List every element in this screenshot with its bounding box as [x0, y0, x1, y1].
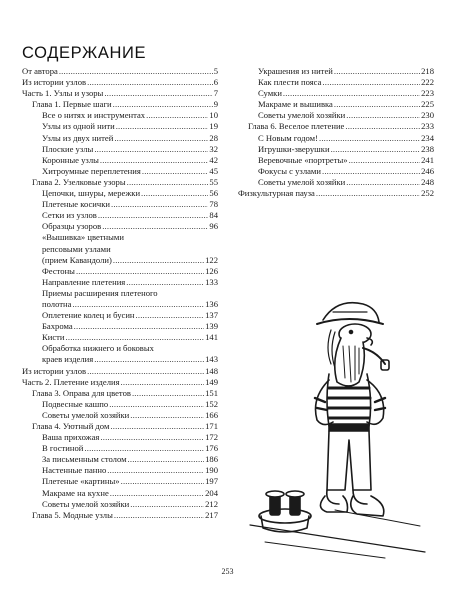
toc-entry-page: 186: [205, 454, 218, 465]
toc-entry-title: Направление плетения: [42, 276, 126, 287]
toc-entry: [22, 488, 218, 499]
toc-entry-page: 204: [205, 487, 218, 498]
toc-entry: [238, 88, 434, 99]
toc-entry-title: Кисти: [42, 332, 65, 343]
toc-entry: [22, 66, 218, 77]
toc-entry-title: Ваша прихожая: [42, 432, 100, 443]
toc-entry-page: 133: [205, 276, 218, 287]
toc-entry-page: 32: [209, 143, 218, 154]
toc-leader-dots: [346, 110, 420, 121]
toc-leader-dots: [87, 366, 204, 377]
toc-entry: [22, 476, 218, 487]
toc-entry-page: 230: [421, 110, 434, 121]
toc-entry-title: За письменным столом: [42, 454, 127, 465]
toc-entry-page: 28: [209, 132, 218, 143]
toc-entry: [238, 155, 434, 166]
toc-entry-title: Бахрома: [42, 321, 73, 332]
toc-entry: [22, 399, 218, 410]
toc-entry: [238, 77, 434, 88]
toc-entry-page: 246: [421, 165, 434, 176]
toc-leader-dots: [334, 66, 420, 77]
toc-leader-dots: [322, 77, 420, 88]
toc-entry: [22, 465, 218, 476]
toc-entry-title: В гостиной: [42, 443, 84, 454]
toc-entry: [22, 255, 218, 266]
toc-entry-page: 172: [205, 432, 218, 443]
toc-entry-page: 143: [205, 354, 218, 365]
toc-entry-page: 42: [209, 154, 218, 165]
toc-entry: [22, 366, 218, 377]
toc-entry-title: Цепочки, шнуры, мережки: [42, 188, 141, 199]
toc-entry-title: Физкультурная пауза: [238, 188, 315, 199]
toc-entry-title: Глава 6. Веселое плетение: [248, 121, 345, 132]
toc-entry-continued: Обработка нижнего и боковых: [42, 343, 154, 354]
toc-entry-title: Глава 2. Узелковые узоры: [32, 176, 126, 187]
toc-entry: [238, 144, 434, 155]
toc-entry-page: 137: [205, 310, 218, 321]
toc-entry-continued: «Вышивка» цветными: [42, 232, 124, 243]
toc-entry-title: Глава 1. Первые шаги: [32, 99, 112, 110]
toc-entry: [22, 144, 218, 155]
toc-entry-title: Узлы из двух нитей: [42, 132, 114, 143]
toc-leader-dots: [66, 332, 205, 343]
toc-leader-dots: [114, 510, 204, 521]
toc-entry-page: 5: [213, 66, 218, 76]
toc-entry: [238, 66, 434, 77]
page-title: СОДЕРЖАНИЕ: [22, 44, 147, 62]
toc-entry: [22, 277, 218, 288]
toc-leader-dots: [141, 188, 208, 199]
toc-entry-title: Глава 5. Модные узлы: [32, 509, 113, 520]
toc-entry-title: Глава 4. Уютный дом: [32, 421, 110, 431]
toc-entry-page: 56: [209, 188, 218, 199]
toc-leader-dots: [114, 133, 208, 144]
toc-left-column: [22, 66, 218, 521]
toc-entry: [22, 177, 218, 188]
toc-entry: [22, 266, 218, 277]
toc-entry: [22, 432, 218, 443]
toc-leader-dots: [322, 166, 420, 177]
toc-leader-dots: [130, 499, 204, 510]
toc-entry-page: 241: [421, 154, 434, 165]
toc-leader-dots: [94, 354, 204, 365]
sailor-illustration: [245, 290, 430, 560]
toc-leader-dots: [113, 255, 204, 266]
toc-entry-page: 151: [205, 387, 218, 398]
toc-entry-page: 252: [421, 188, 434, 199]
toc-entry-page: 45: [209, 165, 218, 176]
toc-entry-title: Глава 3. Оправа для цветов: [32, 387, 131, 398]
toc-entry-page: 148: [205, 365, 218, 376]
toc-leader-dots: [100, 155, 209, 166]
toc-entry: [22, 388, 218, 399]
toc-leader-dots: [111, 199, 208, 210]
toc-leader-dots: [349, 155, 421, 166]
toc-leader-dots: [127, 177, 209, 188]
toc-entry-page: 218: [421, 66, 434, 76]
toc-entry-page: 176: [205, 443, 218, 454]
toc-entry: [22, 332, 218, 343]
toc-leader-dots: [98, 210, 209, 221]
toc-entry-page: 9: [213, 99, 218, 110]
toc-entry: [22, 199, 218, 210]
toc-entry-page: 126: [205, 265, 218, 276]
toc-entry-page: 84: [209, 210, 218, 221]
toc-entry: [22, 77, 218, 88]
toc-entry-title: Веревочные «портреты»: [258, 154, 348, 165]
toc-entry-title: Игрушки-зверушки: [258, 143, 330, 154]
toc-entry: [22, 410, 218, 421]
toc-entry-title: Советы умелой хозяйки: [258, 110, 346, 121]
toc-entry-title: Все о нитях и инструментах: [42, 110, 146, 121]
toc-leader-dots: [94, 144, 208, 155]
toc-entry-title: Украшения из нитей: [258, 66, 333, 76]
toc-entry: [22, 121, 218, 132]
toc-leader-dots: [76, 266, 204, 277]
toc-entry: [22, 377, 218, 388]
toc-entry-title: Советы умелой хозяйки: [42, 409, 130, 420]
toc-entry-title: (прием Кавандоли): [42, 254, 112, 265]
toc-leader-dots: [113, 99, 213, 110]
toc-entry-title: Сетки из узлов: [42, 210, 97, 221]
toc-entry: [22, 133, 218, 144]
toc-entry-page: 7: [213, 88, 218, 99]
toc-entry-page: 10: [209, 110, 218, 121]
toc-entry-title: Плетеные «картины»: [42, 476, 120, 487]
toc-leader-dots: [109, 399, 204, 410]
toc-entry-title: Советы умелой хозяйки: [42, 498, 130, 509]
toc-entry-title: Коронные узлы: [42, 154, 99, 165]
toc-leader-dots: [283, 88, 420, 99]
toc-leader-dots: [110, 421, 204, 432]
toc-entry-continued: репсовыми узлами: [42, 243, 111, 254]
toc-leader-dots: [72, 299, 204, 310]
toc-entry-title: Из истории узлов: [22, 365, 87, 376]
toc-entry-title: Узлы из одной нити: [42, 121, 115, 132]
toc-leader-dots: [87, 77, 213, 88]
toc-entry-title: Плоские узлы: [42, 143, 94, 154]
toc-entry-continued: Приемы расширения плетеного: [42, 287, 158, 298]
toc-leader-dots: [126, 277, 204, 288]
toc-entry-page: 6: [213, 77, 218, 88]
toc-entry: [22, 421, 218, 432]
toc-entry: [238, 99, 434, 110]
toc-entry-title: краев изделия: [42, 354, 94, 365]
toc-leader-dots: [59, 66, 213, 77]
toc-entry: [22, 310, 218, 321]
toc-entry-title: Советы умелой хозяйки: [258, 176, 346, 187]
toc-leader-dots: [316, 188, 420, 199]
toc-entry-title: Хитроумные переплетения: [42, 165, 141, 176]
toc-leader-dots: [319, 133, 420, 144]
toc-entry-page: 212: [205, 498, 218, 509]
toc-leader-dots: [128, 454, 205, 465]
toc-entry-page: 197: [205, 476, 218, 487]
toc-entry-title: Макраме и вышивка: [258, 99, 333, 110]
toc-entry-page: 217: [205, 509, 218, 520]
toc-entry-page: 238: [421, 143, 434, 154]
toc-entry: [22, 354, 218, 365]
toc-leader-dots: [346, 177, 420, 188]
toc-entry: [22, 221, 218, 232]
toc-entry-title: Сумки: [258, 88, 282, 99]
toc-entry-title: Подвесные кашпо: [42, 398, 109, 409]
toc-entry: [238, 133, 434, 144]
toc-entry: [238, 177, 434, 188]
toc-leader-dots: [345, 121, 420, 132]
toc-entry: [22, 321, 218, 332]
toc-entry-page: 55: [209, 176, 218, 187]
toc-entry: [238, 188, 434, 199]
toc-entry-title: Образцы узоров: [42, 221, 102, 232]
toc-entry: [22, 155, 218, 166]
toc-entry: [22, 499, 218, 510]
toc-entry-title: Часть 1. Узлы и узоры: [22, 88, 104, 99]
toc-entry-page: 96: [209, 221, 218, 232]
toc-leader-dots: [136, 310, 205, 321]
toc-entry: [238, 121, 434, 132]
toc-leader-dots: [331, 144, 421, 155]
toc-entry-page: 122: [205, 254, 218, 265]
toc-leader-dots: [121, 476, 205, 487]
toc-leader-dots: [84, 443, 204, 454]
toc-entry-title: Как плести пояса: [258, 77, 322, 88]
toc-entry: [22, 88, 218, 99]
page-number: 253: [221, 567, 234, 576]
toc-right-column: [238, 66, 434, 199]
toc-entry-page: 78: [209, 199, 218, 210]
toc-entry: [22, 166, 218, 177]
toc-entry-title: Макраме на кухне: [42, 487, 109, 498]
toc-entry-title: Фестоны: [42, 265, 75, 276]
toc-entry-title: От автора: [22, 66, 58, 76]
toc-entry-title: С Новым годом!: [258, 132, 318, 143]
toc-entry: [22, 110, 218, 121]
toc-entry-page: 223: [421, 88, 434, 99]
toc-entry: [22, 454, 218, 465]
toc-entry-page: 152: [205, 398, 218, 409]
toc-entry-page: 225: [421, 99, 434, 110]
toc-entry-title: Из истории узлов: [22, 77, 87, 88]
toc-entry-page: 166: [205, 409, 218, 420]
toc-leader-dots: [132, 388, 204, 399]
toc-leader-dots: [74, 321, 204, 332]
toc-entry-page: 234: [421, 132, 434, 143]
toc-leader-dots: [110, 488, 204, 499]
toc-entry: [22, 510, 218, 521]
toc-leader-dots: [100, 432, 204, 443]
toc-leader-dots: [130, 410, 204, 421]
toc-entry-page: 190: [205, 465, 218, 476]
toc-leader-dots: [334, 99, 420, 110]
toc-leader-dots: [104, 88, 212, 99]
toc-entry-page: 149: [205, 376, 218, 387]
toc-entry: [22, 443, 218, 454]
toc-leader-dots: [102, 221, 208, 232]
toc-entry-title: Плетеные косички: [42, 199, 110, 210]
toc-entry-page: 248: [421, 176, 434, 187]
toc-entry: [22, 99, 218, 110]
toc-entry-title: Фокусы с узлами: [258, 165, 321, 176]
toc-entry-page: 136: [205, 298, 218, 309]
toc-entry-page: 222: [421, 77, 434, 88]
toc-entry: [22, 210, 218, 221]
toc-leader-dots: [142, 166, 209, 177]
toc-entry-title: Настенные панно: [42, 465, 107, 476]
toc-entry-title: полотна: [42, 298, 72, 309]
toc-entry: [238, 110, 434, 121]
toc-leader-dots: [116, 121, 209, 132]
toc-leader-dots: [146, 110, 208, 121]
toc-entry: [22, 299, 218, 310]
toc-entry-page: 141: [205, 332, 218, 343]
toc-leader-dots: [121, 377, 205, 388]
toc-entry: [238, 166, 434, 177]
toc-entry: [22, 188, 218, 199]
toc-entry-page: 19: [209, 121, 218, 132]
toc-leader-dots: [107, 465, 204, 476]
toc-entry-page: 139: [205, 321, 218, 332]
toc-entry-title: Оплетение колец и бусин: [42, 310, 135, 321]
toc-entry-title: Часть 2. Плетение изделия: [22, 376, 120, 387]
toc-entry-page: 233: [421, 121, 434, 132]
toc-entry-page: 171: [205, 421, 218, 431]
